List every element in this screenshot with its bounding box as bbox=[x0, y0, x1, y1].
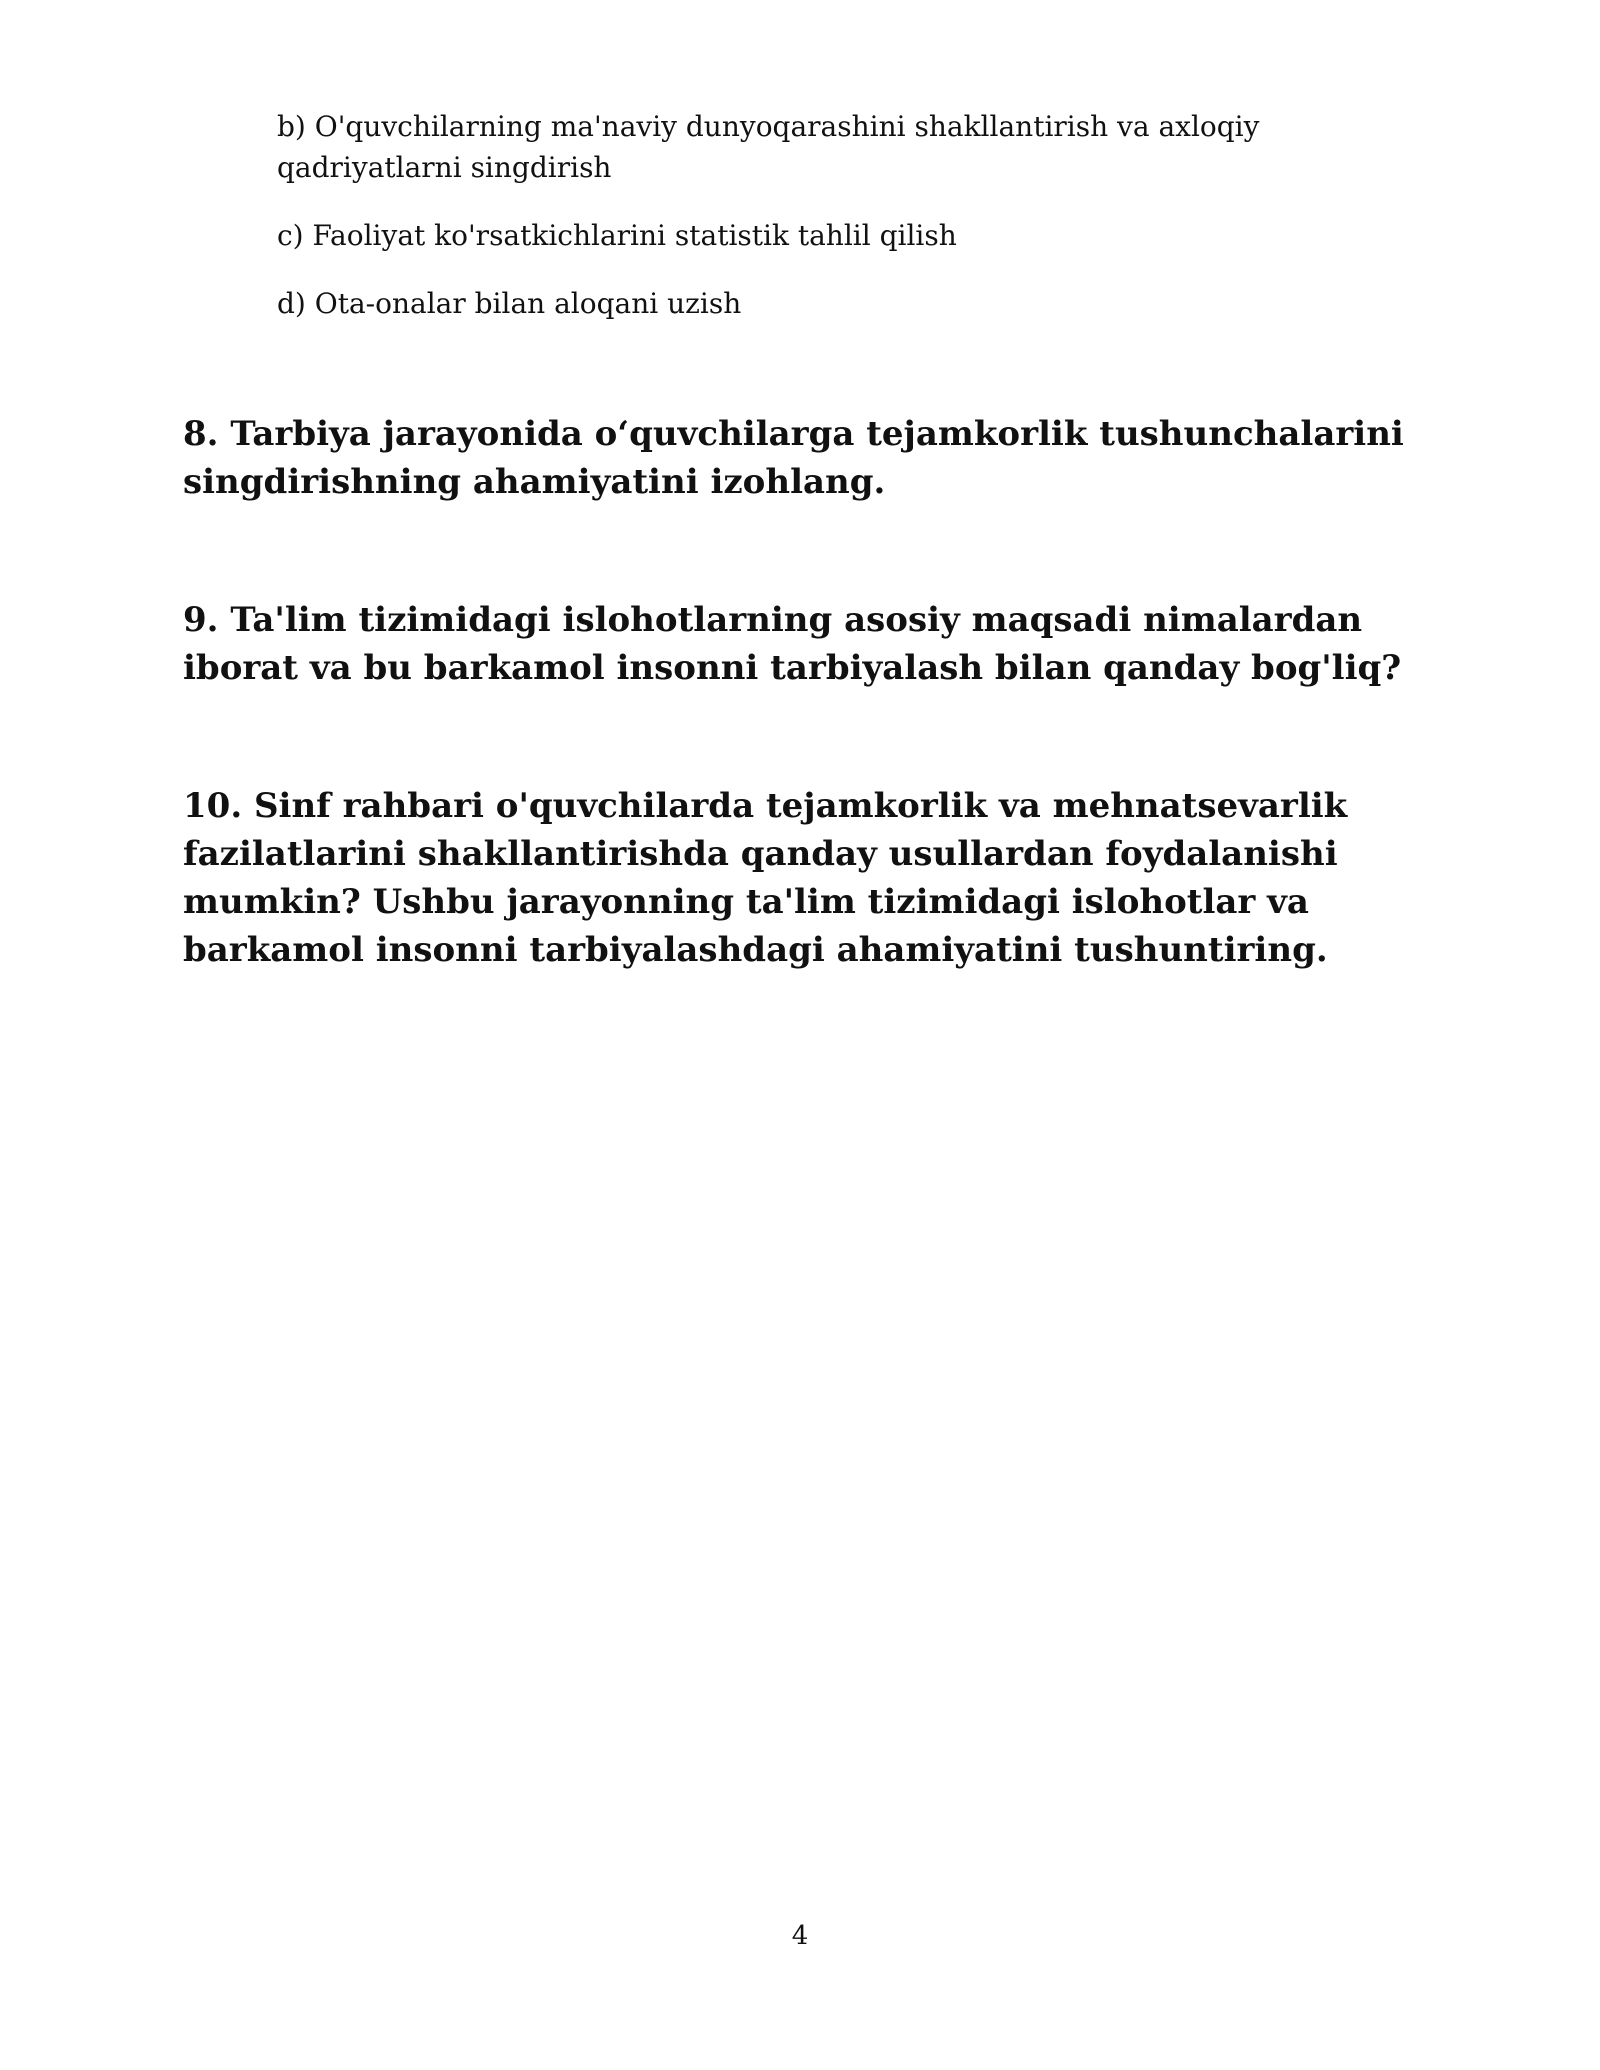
option-c: c) Faoliyat ko'rsatkichlarini statistik tahlil qilish bbox=[277, 219, 957, 252]
page-number: 4 bbox=[791, 1921, 809, 1951]
question-8: 8. Tarbiya jarayonida o‘quvchilarga tejamkorlik tushunchalarini singdirishning ahamiyatini izohlang. bbox=[183, 414, 1404, 502]
question-9: 9. Ta'lim tizimidagi islohotlarning asosiy maqsadi nimalardan iborat va bu barkamol insonni tarbiyalash bilan qanday bog'liq? bbox=[183, 600, 1402, 688]
answer-options bbox=[277, 106, 1437, 351]
option-d: d) Ota-onalar bilan aloqani uzish bbox=[277, 287, 742, 320]
option-b: b) O'quvchilarning ma'naviy dunyoqarashini shakllantirish va axloqiy qadriyatlarni singdirish bbox=[277, 110, 1260, 184]
question-10: 10. Sinf rahbari o'quvchilarda tejamkorlik va mehnatsevarlik fazilatlarini shakllantirishda qanday usullardan foydalanishi mumkin? Ushbu jarayonning ta'lim tizimidagi islohotlar va barkamol insonni tarbiyalashdagi ahamiyatini tushuntiring. bbox=[183, 786, 1348, 970]
